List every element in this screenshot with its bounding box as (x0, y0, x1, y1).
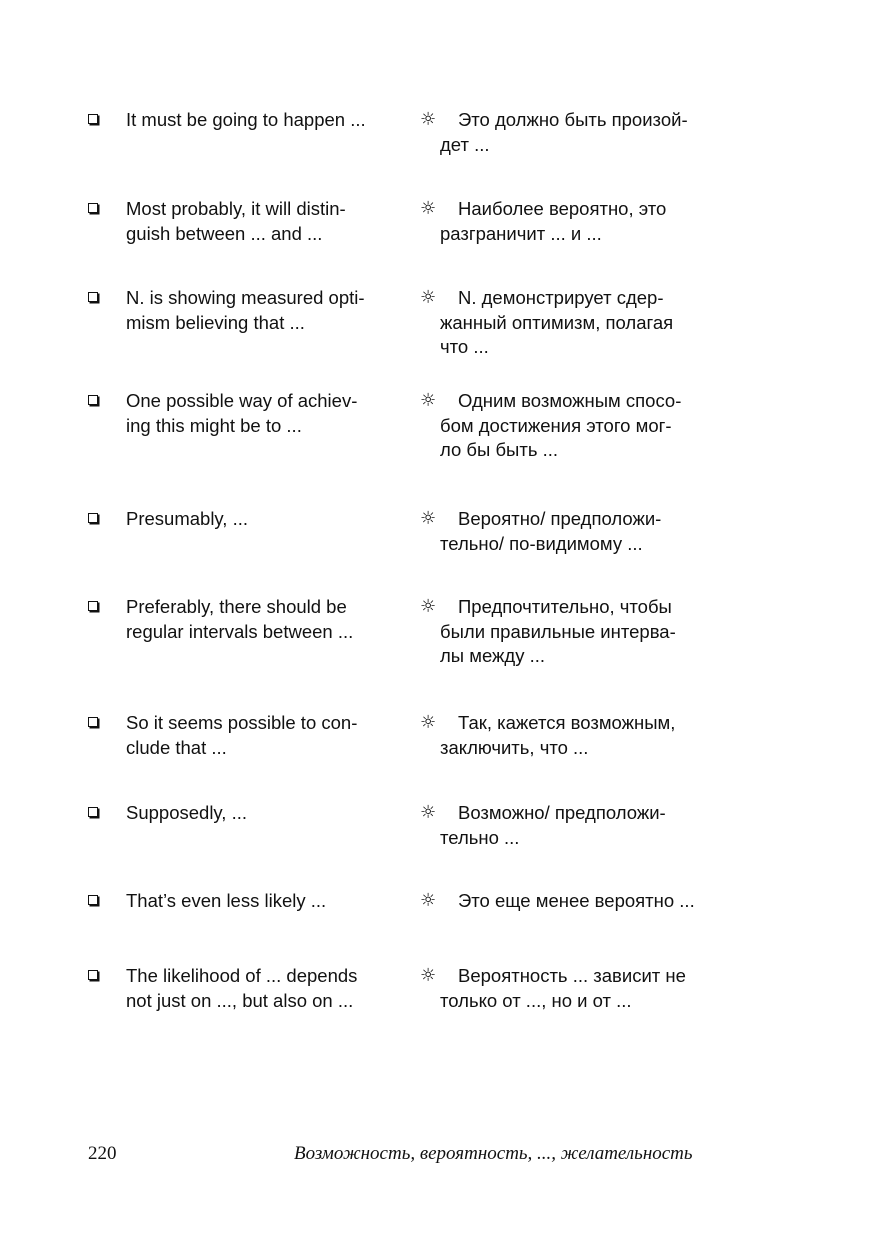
page-number: 220 (88, 1143, 117, 1164)
russian-translation: N. демонстрирует сдер- жанный оптимизм, полагая что ... (440, 287, 674, 357)
english-phrase: N. is showing measured opti- mism believing that ... (126, 287, 365, 333)
checkbox-bullet-icon (88, 717, 98, 727)
sun-icon: ☼ (420, 287, 437, 308)
sun-icon: ☼ (420, 109, 437, 130)
english-phrase: Supposedly, ... (126, 802, 248, 823)
checkbox-bullet-icon (88, 970, 98, 980)
checkbox-bullet-icon (88, 513, 98, 523)
russian-translation: Наиболее вероятно, это разграничит ... и ... (440, 198, 667, 244)
russian-translation: Это должно быть произой- дет ... (440, 109, 688, 155)
sun-icon: ☼ (420, 712, 437, 733)
russian-translation: Так, кажется возможным, заключить, что ... (440, 712, 676, 758)
checkbox-bullet-icon (88, 203, 98, 213)
english-phrase: Presumably, ... (126, 508, 249, 529)
checkbox-bullet-icon (88, 895, 98, 905)
checkbox-bullet-icon (88, 807, 98, 817)
checkbox-bullet-icon (88, 292, 98, 302)
sun-icon: ☼ (420, 802, 437, 823)
english-phrase: Most probably, it will distin- guish between ... and ... (126, 198, 346, 244)
russian-translation: Вероятность ... зависит не только от ..., но и от ... (440, 965, 686, 1011)
sun-icon: ☼ (420, 596, 437, 617)
checkbox-bullet-icon (88, 395, 98, 405)
russian-translation: Это еще менее вероятно ... (458, 890, 695, 911)
sun-icon: ☼ (420, 890, 437, 911)
english-phrase: That’s even less likely ... (126, 890, 327, 911)
english-phrase: It must be going to happen ... (126, 109, 366, 130)
checkbox-bullet-icon (88, 114, 98, 124)
english-phrase: Preferably, there should be regular intervals between ... (126, 596, 354, 642)
running-title: Возможность, вероятность, ..., желательность (294, 1143, 693, 1164)
english-phrase: One possible way of achiev- ing this might be to ... (126, 390, 358, 436)
sun-icon: ☼ (420, 965, 437, 986)
sun-icon: ☼ (420, 390, 437, 411)
english-phrase: The likelihood of ... depends not just on ..., but also on ... (126, 965, 358, 1011)
english-phrase: So it seems possible to con- clude that ... (126, 712, 358, 758)
russian-translation: Одним возможным спосо- бом достижения этого мог- ло бы быть ... (440, 390, 682, 460)
sun-icon: ☼ (420, 198, 437, 219)
sun-icon: ☼ (420, 508, 437, 529)
russian-translation: Возможно/ предположи- тельно ... (440, 802, 666, 848)
russian-translation: Вероятно/ предположи- тельно/ по-видимому ... (440, 508, 662, 554)
checkbox-bullet-icon (88, 601, 98, 611)
russian-translation: Предпочтительно, чтобы были правильные интерва- лы между ... (440, 596, 676, 666)
